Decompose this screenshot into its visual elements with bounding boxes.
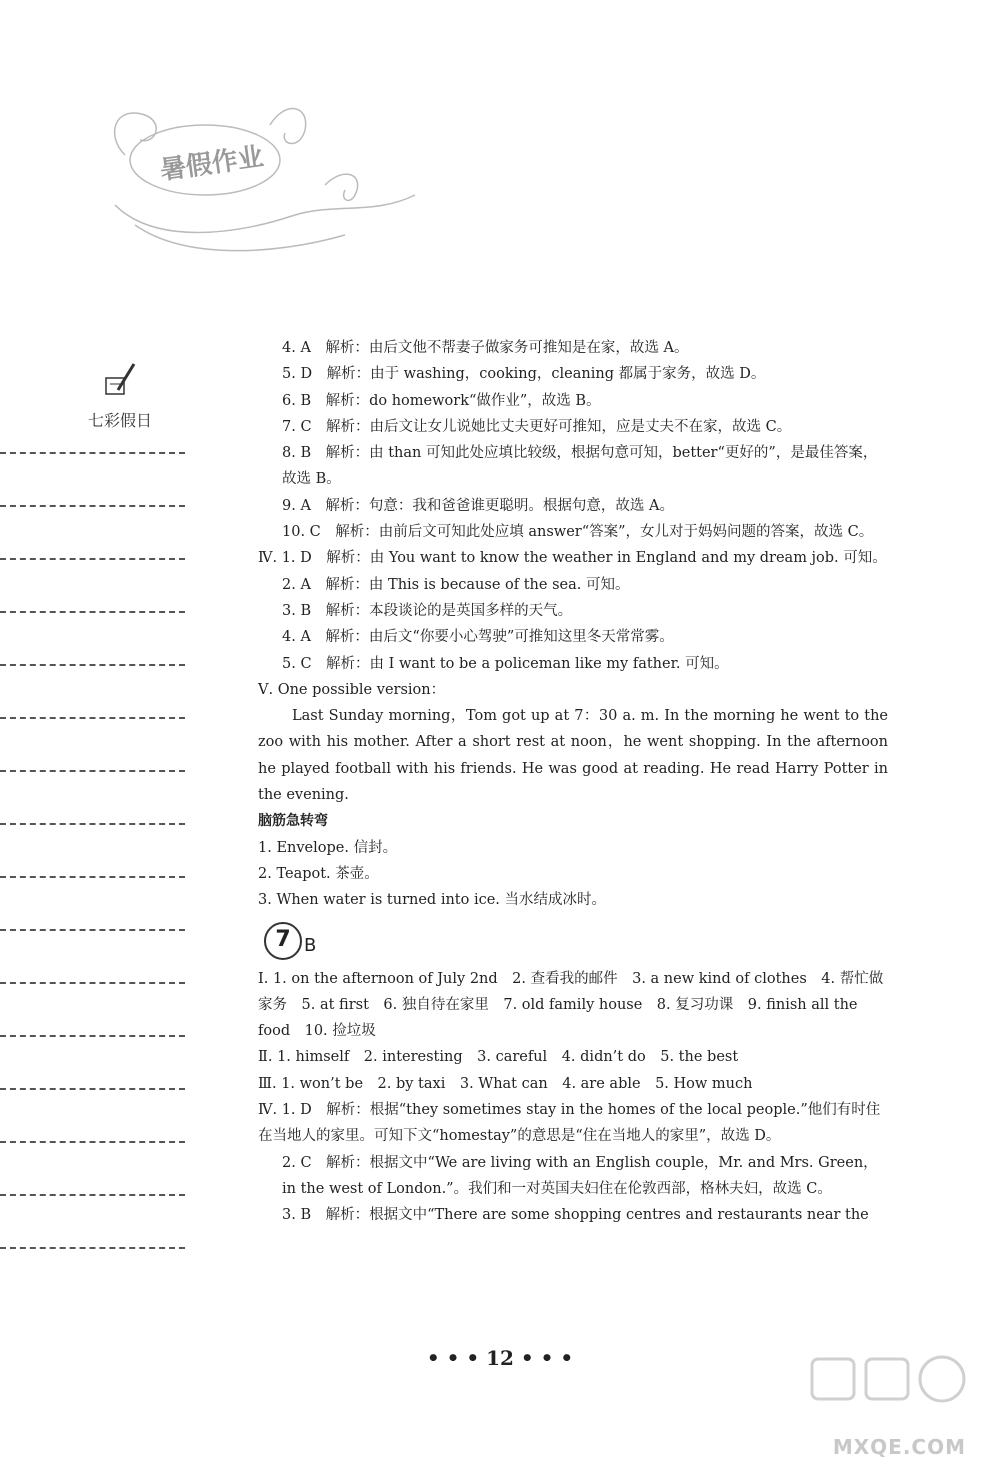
- section-iii: Ⅲ. 1. won’t be 2. by taxi 3. What can 4. are able 5. How much: [258, 1075, 753, 1092]
- answer-row: 10. C 解析：由前后文可知此处应填 answer“答案”，女儿对于妈妈问题的答案，故选 C。: [282, 524, 874, 541]
- note-line: [0, 1088, 185, 1090]
- section-v-title: Ⅴ. One possible version：: [258, 681, 446, 698]
- brain-teaser-title: 脑筋急转弯: [258, 813, 328, 830]
- sample-essay: Last Sunday morning，Tom got up at 7：30 a. m. In the morning he went to the zoo with his mother. After a short rest at noon，he went shopping. In the afternoon he played football with his friends. He was good at reading. He read Harry Potter in the evening.: [258, 708, 888, 804]
- note-line: [0, 929, 185, 931]
- note-line: [0, 452, 185, 454]
- note-line: [0, 558, 185, 560]
- answer-row: 7. C 解析：由后文让女儿说她比丈夫更好可推知，应是丈夫不在家，故选 C。: [282, 418, 792, 435]
- answer-row: 4. A 解析：由后文他不帮妻子做家务可推知是在家，故选 A。: [282, 340, 689, 356]
- answer-row: 5. D 解析：由于 washing，cooking，cleaning 都属于家务，故选 D。: [282, 366, 766, 383]
- brain-teaser-item: 3. When water is turned into ice. 当水结成冰时。: [258, 892, 607, 909]
- unit-sub: B: [304, 935, 317, 957]
- section-iv-item: 3. B 解析：根据文中“There are some shopping centres and restaurants near the: [282, 1207, 869, 1224]
- watermark-text: MXQE.COM: [832, 1435, 966, 1459]
- unit-badge: [264, 920, 888, 960]
- unit-number: 7: [264, 922, 302, 960]
- section-iv-item: Ⅳ. 1. D 解析：根据“they sometimes stay in the homes of the local people.”他们有时住在当地人的家里。可知下文“homestay”的意思是“住在当地人的家里”，故选 D。: [258, 1102, 881, 1145]
- note-line: [0, 1194, 185, 1196]
- summer-homework-logo: [95, 95, 425, 275]
- pencil-note-icon: [100, 360, 140, 400]
- answer-row: 9. A 解析：句意：我和爸爸谁更聪明。根据句意，故选 A。: [282, 497, 674, 514]
- section-ii: Ⅱ. 1. himself 2. interesting 3. careful 4. didn’t do 5. the best: [258, 1049, 739, 1066]
- note-line: [0, 770, 185, 772]
- answer-row: 6. B 解析：do homework“做作业”，故选 B。: [282, 392, 601, 409]
- note-line: [0, 982, 185, 984]
- note-line: [0, 664, 185, 666]
- answer-row: 8. B 解析：由 than 可知此处应填比较级，根据句意可知，better“更好的”，是最佳答案，故选 B。: [282, 445, 878, 488]
- section-iv-row: 4. A 解析：由后文“你要小心驾驶”可推知这里冬天常常雾。: [282, 629, 674, 646]
- note-line: [0, 1141, 185, 1143]
- sidebar-label: 七彩假日: [87, 411, 152, 430]
- note-line: [0, 1247, 185, 1249]
- page-number: • • • 12 • • •: [426, 1346, 574, 1370]
- note-line: [0, 823, 185, 825]
- answer-content: [258, 335, 888, 1229]
- logo-text: 暑假作业: [158, 141, 266, 187]
- brain-teaser-item: 1. Envelope. 信封。: [258, 839, 398, 856]
- note-line: [0, 505, 185, 507]
- note-line: [0, 717, 185, 719]
- section-iv-item: 2. C 解析：根据文中“We are living with an English couple，Mr. and Mrs. Green，in the west of London.”。我们和一对英国夫妇住在伦敦西部，格林夫妇，故选 C。: [282, 1154, 878, 1197]
- note-lines: [0, 452, 200, 1300]
- section-i: Ⅰ. 1. on the afternoon of July 2nd 2. 查看我的邮件 3. a new kind of clothes 4. 帮忙做家务 5. at first 6. 独自待在家里 7. old family house 8. 复习功课 9. finish all the food 10. 捡垃圾: [258, 970, 884, 1040]
- section-iv-row: Ⅳ. 1. D 解析：由 You want to know the weather in England and my dream job. 可知。: [258, 550, 887, 567]
- sidebar-note: [60, 360, 180, 431]
- section-iv-row: 2. A 解析：由 This is because of the sea. 可知。: [282, 576, 630, 593]
- note-line: [0, 876, 185, 878]
- section-iv-row: 3. B 解析：本段谈论的是英国多样的天气。: [282, 602, 573, 619]
- note-line: [0, 611, 185, 613]
- brain-teaser-item: 2. Teapot. 茶壶。: [258, 865, 379, 882]
- note-line: [0, 1035, 185, 1037]
- section-iv-row: 5. C 解析：由 I want to be a policeman like my father. 可知。: [282, 655, 729, 672]
